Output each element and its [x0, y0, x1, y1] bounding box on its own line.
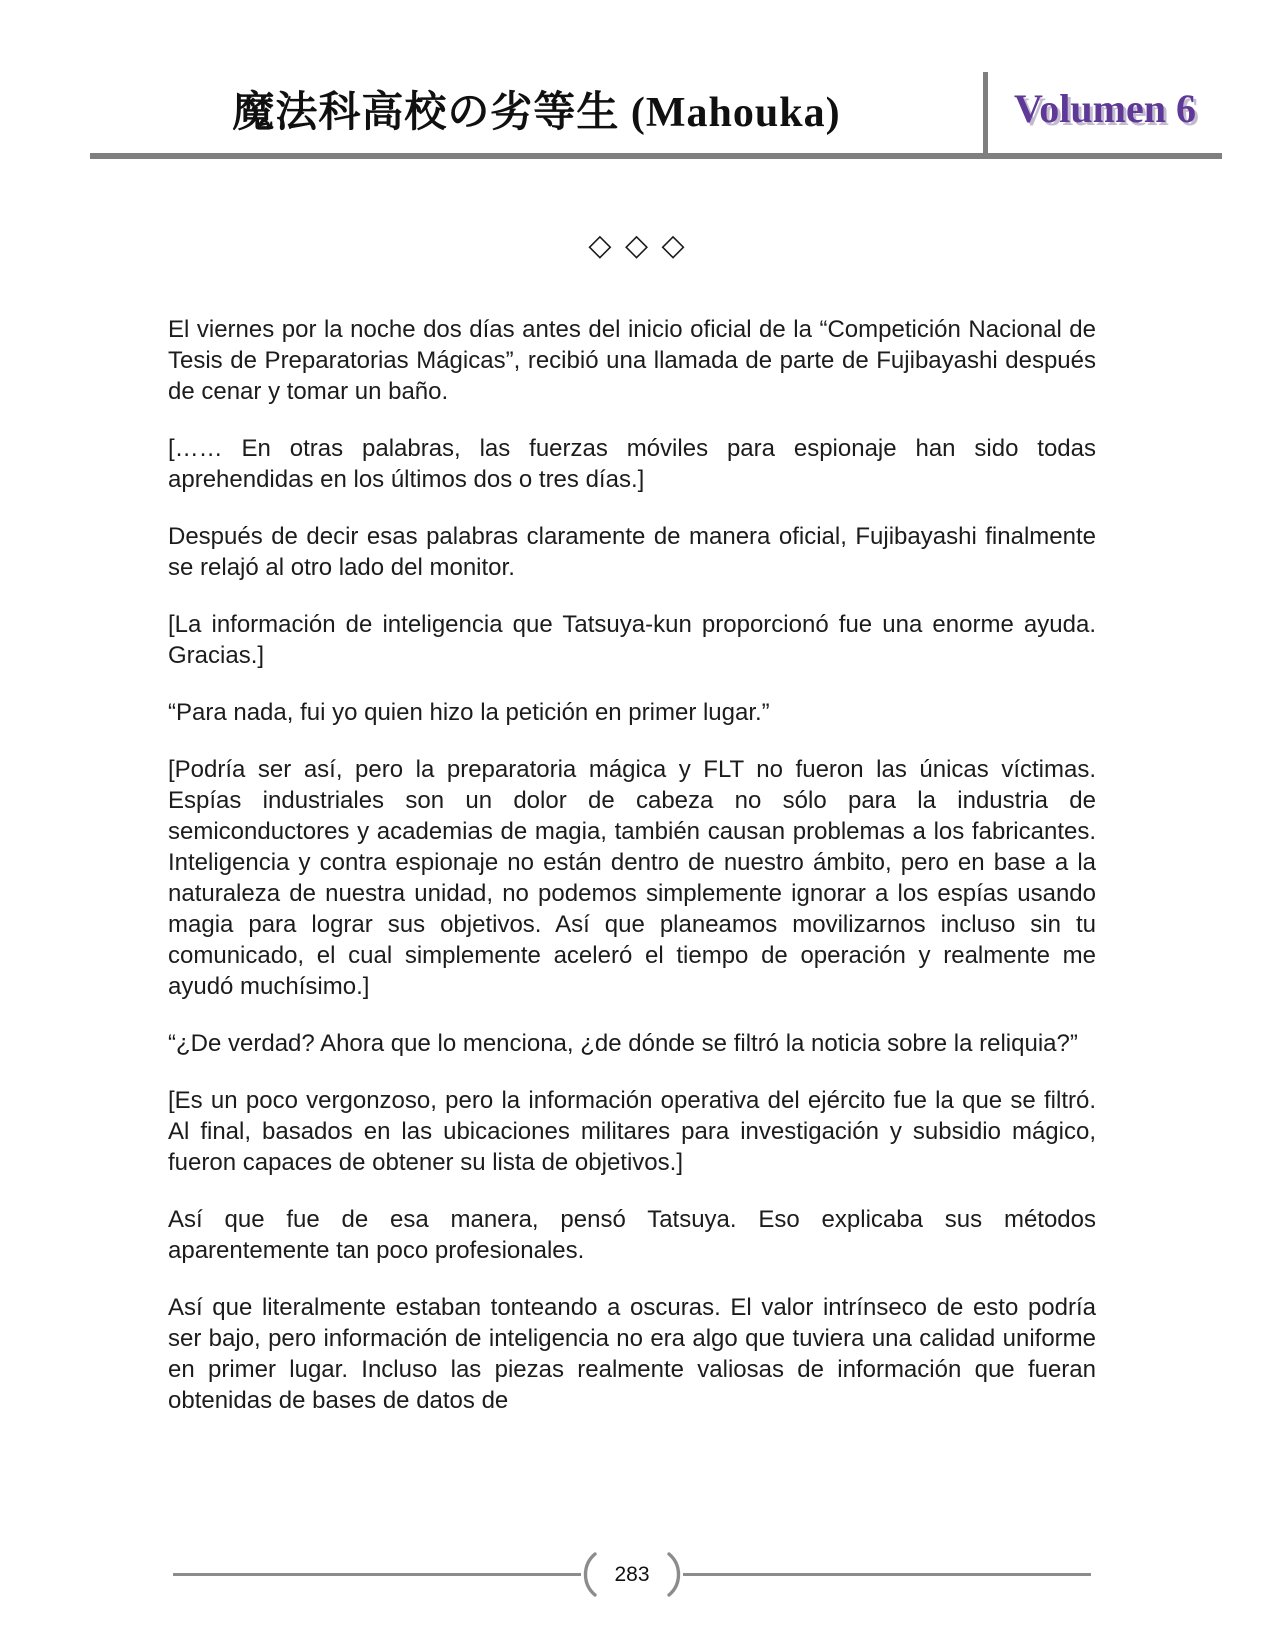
volume-label: Volumen 6	[1014, 86, 1196, 131]
paragraph: El viernes por la noche dos días antes del inicio oficial de la “Competición Nacional de Tesis de Preparatorias Mágicas”, recibió una llamada de parte de Fujibayashi después de cenar y tomar un baño.	[168, 316, 1096, 405]
paragraph: […… En otras palabras, las fuerzas móviles para espionaje han sido todas aprehendidas en los últimos dos o tres días.]	[168, 435, 1096, 493]
section-divider-diamonds: ◇ ◇ ◇	[588, 228, 687, 263]
title-cell	[90, 64, 983, 153]
paragraph: “¿De verdad? Ahora que lo menciona, ¿de dónde se filtró la noticia sobre la reliquia?”	[168, 1030, 1078, 1057]
page-body	[168, 314, 1096, 1442]
paragraph: “Para nada, fui yo quien hizo la petición en primer lugar.”	[168, 699, 770, 726]
paragraph: Así que fue de esa manera, pensó Tatsuya. Eso explicaba sus métodos aparentemente tan poco profesionales.	[168, 1206, 1096, 1264]
footer-rule-right	[683, 1573, 1091, 1576]
paragraph: [La información de inteligencia que Tatsuya-kun proporcionó fue una enorme ayuda. Gracias.]	[168, 611, 1096, 669]
paragraph: Después de decir esas palabras claramente de manera oficial, Fujibayashi finalmente se relajó al otro lado del monitor.	[168, 523, 1096, 581]
page-footer	[173, 1551, 1091, 1598]
book-title: 魔法科高校の劣等生 (Mahouka)	[232, 89, 841, 136]
page-header	[90, 64, 1222, 159]
paragraph: [Podría ser así, pero la preparatoria mágica y FLT no fueron las únicas víctimas. Espías industriales son un dolor de cabeza no sólo para la industria de semiconductores y academias de magia, también causan problemas a los fabricantes. Inteligencia y contra espionaje no están dentro de nuestro ámbito, pero en base a la naturaleza de nuestra unidad, no podemos simplemente ignorar a los espías usando magia para lograr sus objetivos. Así que planeamos movilizarnos incluso sin tu comunicado, el cual simplemente aceleró el tiempo de operación y realmente me ayudó muchísimo.]	[168, 756, 1096, 1000]
paragraph: [Es un poco vergonzoso, pero la información operativa del ejército fue la que se filtró. Al final, basados en las ubicaciones militares para investigación y subsidio mágico, fueron capaces de obtener su lista de objetivos.]	[168, 1087, 1096, 1176]
paragraph: Así que literalmente estaban tonteando a oscuras. El valor intrínseco de esto podría ser bajo, pero información de inteligencia no era algo que tuviera una calidad uniforme en primer lugar. Incluso las piezas realmente valiosas de información que fueran obtenidas de bases de datos de	[168, 1294, 1096, 1414]
page-number: 283	[614, 1562, 650, 1586]
footer-rule-left	[173, 1573, 581, 1576]
footer-bracket-left-icon	[581, 1551, 598, 1598]
volume-cell	[988, 64, 1222, 153]
footer-bracket-right-icon	[666, 1551, 683, 1598]
